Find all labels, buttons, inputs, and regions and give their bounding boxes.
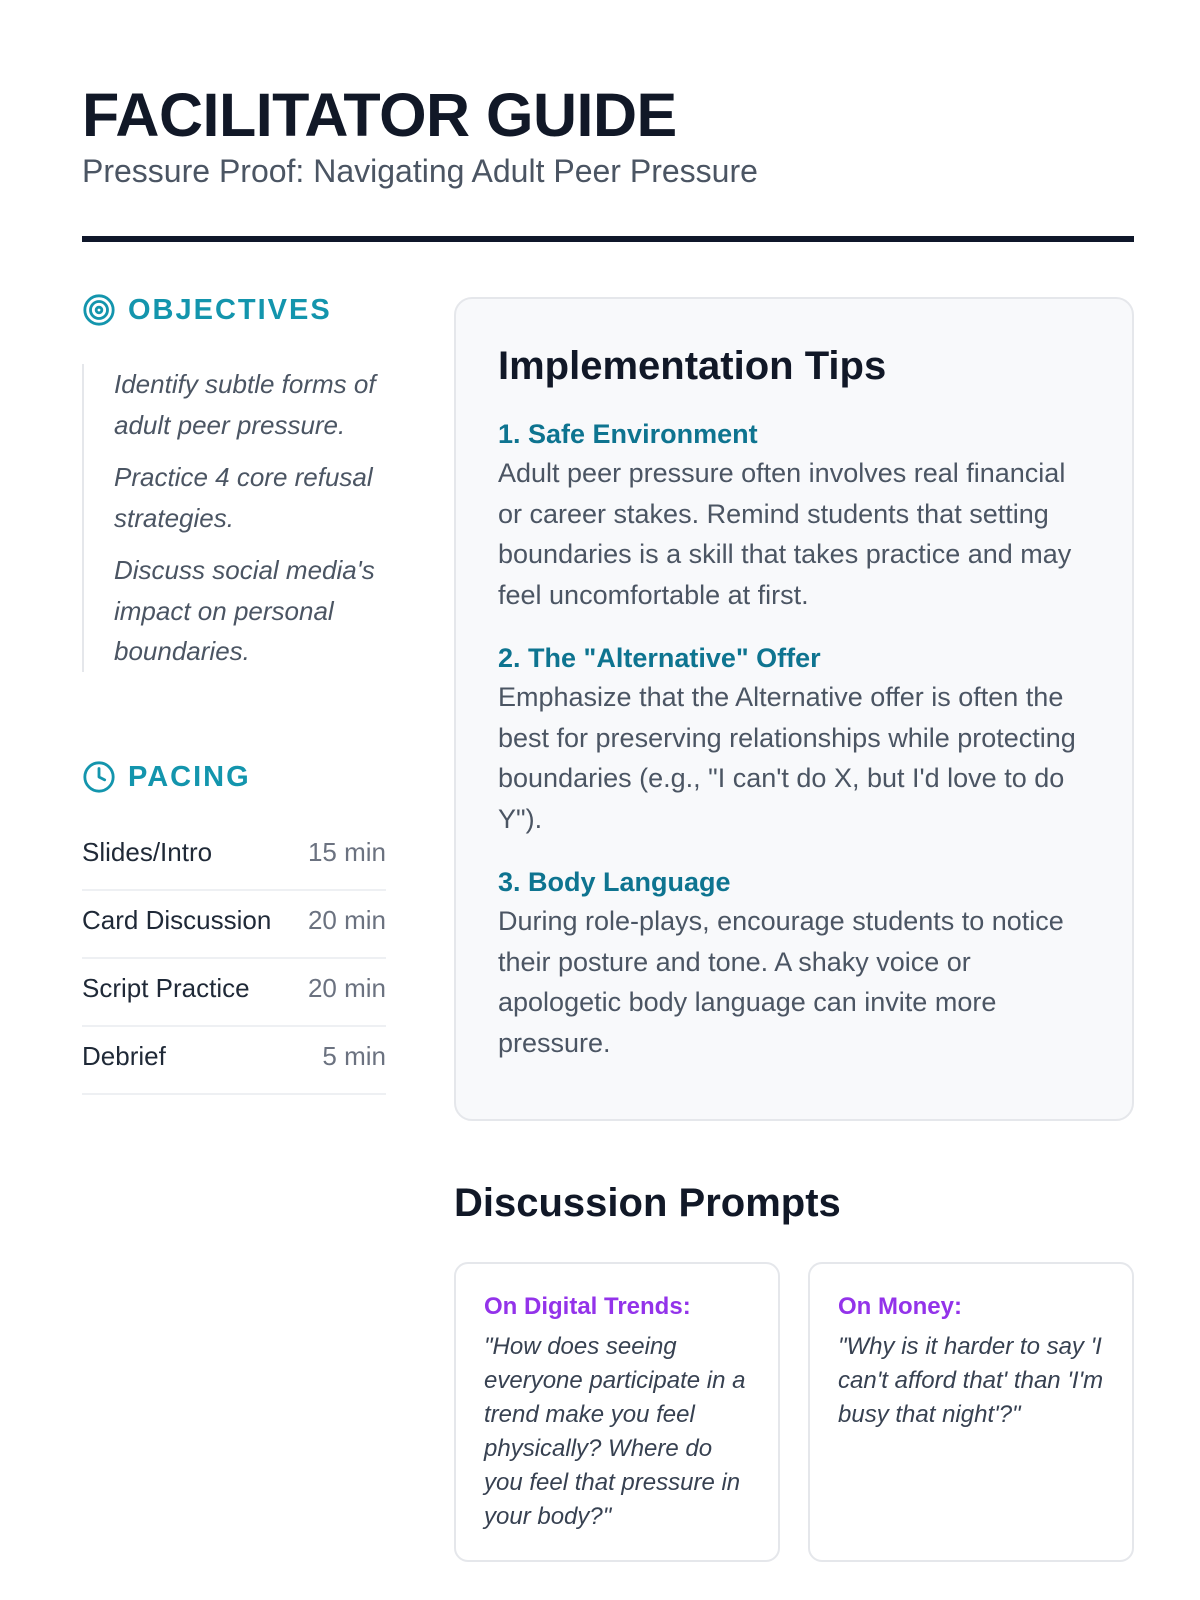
pacing-duration: 15 min xyxy=(307,836,386,867)
tip-body: Adult peer pressure often involves real financial or career stakes. Remind students that setting boundaries is a skill that takes practice and may feel uncomfortable at first. xyxy=(498,458,1072,610)
prompt-heading: On Money: xyxy=(838,1293,962,1320)
tips-title: Implementation Tips xyxy=(498,344,887,388)
tip-body: During role-plays, encourage students to notice their posture and tone. A shaky voice or apologetic body language can invite more pressure. xyxy=(498,906,1064,1058)
target-icon xyxy=(82,293,116,327)
tip-heading: 2. The "Alternative" Offer xyxy=(498,643,821,673)
prompt-question: "Why is it harder to say 'I can't afford that' than 'I'm busy that night'?" xyxy=(838,1333,1104,1428)
pacing-row xyxy=(82,823,386,891)
discussion-prompts-title: Discussion Prompts xyxy=(454,1181,841,1225)
pacing-activity: Slides/Intro xyxy=(82,836,213,867)
pacing-duration: 5 min xyxy=(322,1040,386,1071)
tip-heading: 1. Safe Environment xyxy=(498,419,758,449)
prompt-card-digital-trends xyxy=(454,1262,780,1562)
prompt-heading: On Digital Trends: xyxy=(484,1293,691,1320)
pacing-activity: Script Practice xyxy=(82,972,250,1003)
clock-icon xyxy=(82,760,116,794)
objective-item: Practice 4 core refusal strategies. xyxy=(114,462,373,533)
prompt-question: "How does seeing everyone participate in a trend make you feel physically? Where do you feel that pressure in your body?" xyxy=(484,1333,746,1530)
pacing-label: PACING xyxy=(128,761,251,793)
tip-body: Emphasize that the Alternative offer is often the best for preserving relationships while protecting boundaries (e.g., "I can't do X, but I'd love to do Y"). xyxy=(498,682,1076,834)
pacing-duration: 20 min xyxy=(307,904,386,935)
objective-item: Identify subtle forms of adult peer pressure. xyxy=(114,369,376,440)
page-subtitle: Pressure Proof: Navigating Adult Peer Pressure xyxy=(82,153,758,189)
prompt-card-money xyxy=(808,1262,1134,1562)
objective-item: Discuss social media's impact on personal boundaries. xyxy=(114,555,375,666)
pacing-duration: 20 min xyxy=(307,972,386,1003)
pacing-row xyxy=(82,891,386,959)
header-divider xyxy=(82,236,1134,242)
pacing-table xyxy=(82,823,386,1095)
pacing-activity: Debrief xyxy=(82,1040,166,1071)
pacing-heading xyxy=(82,760,251,794)
objectives-label: OBJECTIVES xyxy=(128,294,332,326)
tip-item xyxy=(498,415,1094,615)
tip-item xyxy=(498,639,1094,839)
objectives-heading xyxy=(82,293,332,327)
tip-item xyxy=(498,863,1094,1063)
pacing-row xyxy=(82,959,386,1027)
page-title: FACILITATOR GUIDE xyxy=(82,81,677,149)
implementation-tips-card xyxy=(454,297,1134,1121)
objectives-list xyxy=(82,364,392,672)
tip-heading: 3. Body Language xyxy=(498,867,731,897)
pacing-row xyxy=(82,1027,386,1095)
pacing-activity: Card Discussion xyxy=(82,904,272,935)
